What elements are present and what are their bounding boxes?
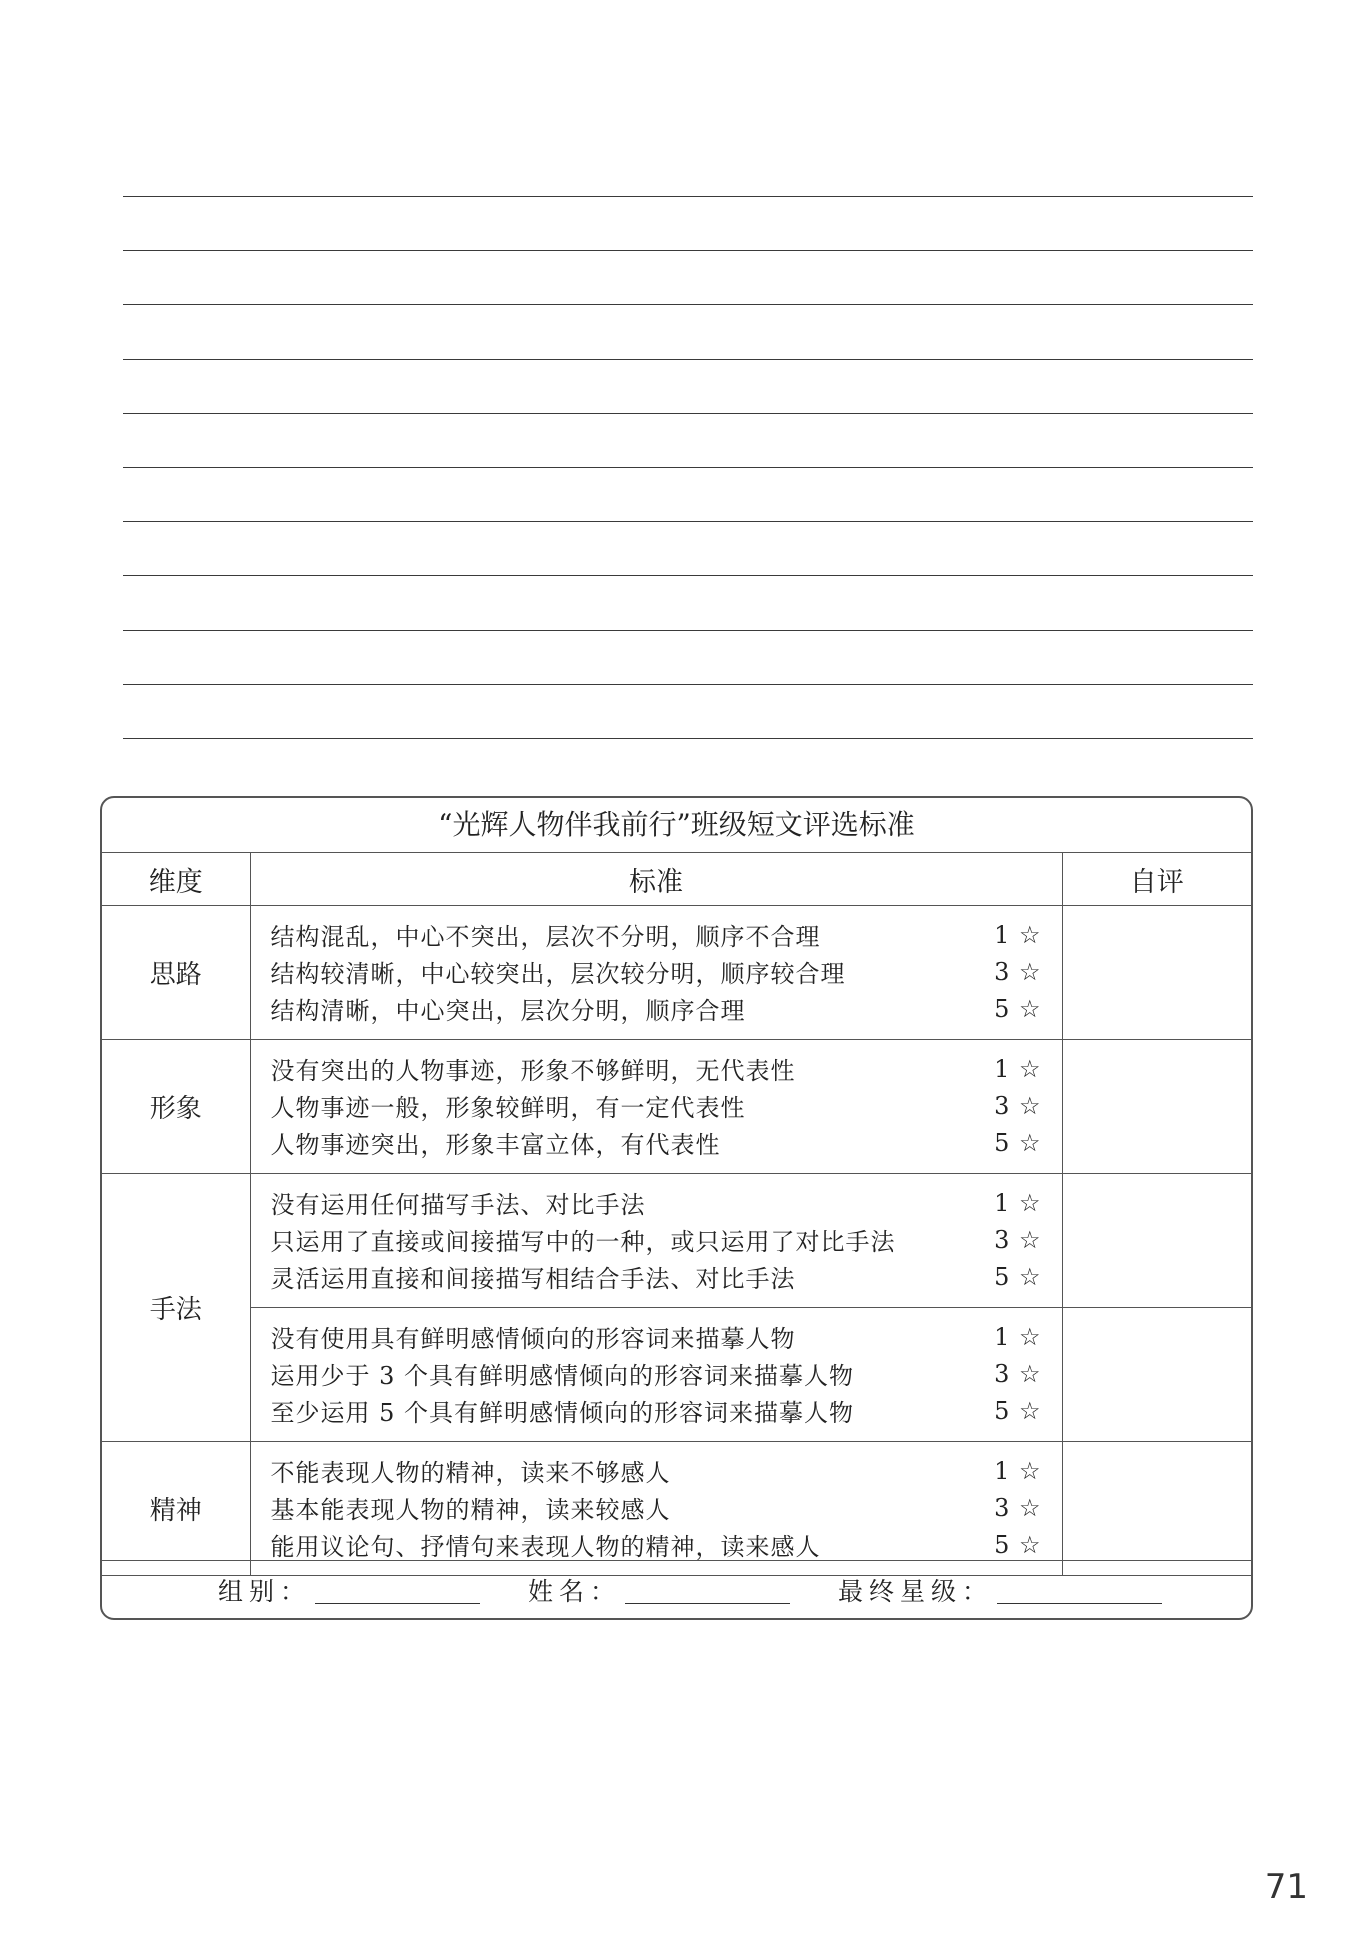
criteria-text: 基本能表现人物的精神，读来较感人 [270, 1496, 671, 1524]
writing-line[interactable] [123, 575, 1253, 576]
self-eval-cell[interactable] [1062, 1174, 1251, 1308]
writing-line[interactable] [123, 196, 1253, 197]
criteria-text: 人物事迹一般，形象较鲜明，有一定代表性 [270, 1094, 746, 1122]
writing-line[interactable] [123, 467, 1253, 468]
writing-line[interactable] [123, 684, 1253, 685]
star-score: 5 ☆ [994, 1262, 1042, 1291]
criteria-cell [250, 1442, 1062, 1576]
criteria-line [271, 1452, 1042, 1489]
writing-line[interactable] [123, 630, 1253, 631]
criteria-line [271, 1258, 1042, 1295]
header-self-eval: 自评 [1062, 853, 1251, 906]
criteria-line [271, 1355, 1042, 1392]
dimension-cell: 思路 [102, 906, 250, 1040]
name-blank[interactable] [625, 1603, 790, 1604]
star-score: 5 ☆ [994, 994, 1042, 1023]
criteria-text: 灵活运用直接和间接描写相结合手法、对比手法 [270, 1265, 796, 1293]
final-rating-label: 最终星级： [838, 1576, 994, 1606]
group-label: 组别： [218, 1576, 312, 1606]
writing-line[interactable] [123, 359, 1253, 360]
rubric-row [102, 1442, 1251, 1576]
criteria-line [271, 990, 1042, 1027]
rubric-row [102, 1308, 1251, 1442]
star-score: 1 ☆ [994, 1456, 1042, 1485]
self-eval-cell[interactable] [1062, 906, 1251, 1040]
rubric-title: “光辉人物伴我前行”班级短文评选标准 [102, 798, 1251, 853]
criteria-line [271, 1087, 1042, 1124]
criteria-group [271, 1308, 1042, 1441]
group-field [218, 1572, 480, 1608]
criteria-cell [250, 906, 1062, 1040]
rubric-table [102, 853, 1251, 1576]
writing-line[interactable] [123, 413, 1253, 414]
star-score: 5 ☆ [994, 1530, 1042, 1559]
star-score: 3 ☆ [994, 1359, 1042, 1388]
criteria-line [271, 1318, 1042, 1355]
criteria-text: 人物事迹突出，形象丰富立体，有代表性 [270, 1131, 721, 1159]
criteria-line [271, 1392, 1042, 1429]
criteria-line [271, 1124, 1042, 1161]
star-score: 1 ☆ [994, 1054, 1042, 1083]
final-rating-blank[interactable] [997, 1603, 1162, 1604]
star-score: 3 ☆ [994, 1225, 1042, 1254]
criteria-line [271, 1184, 1042, 1221]
criteria-text: 没有运用任何描写手法、对比手法 [270, 1191, 646, 1219]
criteria-cell [250, 1308, 1062, 1442]
rubric-footer [102, 1560, 1251, 1618]
criteria-group [271, 1040, 1042, 1173]
criteria-text: 没有突出的人物事迹，形象不够鲜明，无代表性 [270, 1057, 796, 1085]
rubric-row [102, 1040, 1251, 1174]
criteria-line [271, 1489, 1042, 1526]
self-eval-cell[interactable] [1062, 1040, 1251, 1174]
name-label: 姓名： [528, 1576, 622, 1606]
final-rating-field [838, 1572, 1162, 1608]
dimension-cell: 手法 [102, 1174, 250, 1442]
criteria-line [271, 1526, 1042, 1563]
criteria-text: 至少运用 5 个具有鲜明感情倾向的形容词来描摹人物 [270, 1399, 855, 1427]
star-score: 1 ☆ [994, 1188, 1042, 1217]
header-dimension: 维度 [102, 853, 250, 906]
criteria-text: 只运用了直接或间接描写中的一种，或只运用了对比手法 [270, 1228, 896, 1256]
criteria-cell [250, 1040, 1062, 1174]
writing-line[interactable] [123, 304, 1253, 305]
criteria-text: 能用议论句、抒情句来表现人物的精神，读来感人 [270, 1533, 821, 1561]
criteria-group [271, 1442, 1042, 1575]
criteria-group [271, 906, 1042, 1039]
criteria-line [271, 1050, 1042, 1087]
self-eval-cell[interactable] [1062, 1442, 1251, 1576]
criteria-group [271, 1174, 1042, 1307]
writing-line[interactable] [123, 521, 1253, 522]
criteria-line [271, 916, 1042, 953]
criteria-text: 不能表现人物的精神，读来不够感人 [270, 1459, 671, 1487]
star-score: 3 ☆ [994, 1091, 1042, 1120]
self-eval-cell[interactable] [1062, 1308, 1251, 1442]
star-score: 3 ☆ [994, 1493, 1042, 1522]
criteria-text: 结构混乱，中心不突出，层次不分明，顺序不合理 [270, 923, 821, 951]
star-score: 1 ☆ [994, 1322, 1042, 1351]
star-score: 3 ☆ [994, 957, 1042, 986]
dimension-cell: 形象 [102, 1040, 250, 1174]
criteria-text: 没有使用具有鲜明感情倾向的形容词来描摹人物 [270, 1325, 796, 1353]
header-criteria: 标准 [250, 853, 1062, 906]
writing-line[interactable] [123, 738, 1253, 739]
dimension-cell: 精神 [102, 1442, 250, 1576]
writing-line[interactable] [123, 250, 1253, 251]
criteria-cell [250, 1174, 1062, 1308]
group-blank[interactable] [315, 1603, 480, 1604]
criteria-text: 结构清晰，中心突出，层次分明，顺序合理 [270, 997, 746, 1025]
rubric-row [102, 1174, 1251, 1308]
header-row [102, 853, 1251, 906]
star-score: 5 ☆ [994, 1396, 1042, 1425]
criteria-text: 运用少于 3 个具有鲜明感情倾向的形容词来描摹人物 [270, 1362, 855, 1390]
star-score: 1 ☆ [994, 920, 1042, 949]
rubric-row [102, 906, 1251, 1040]
criteria-line [271, 953, 1042, 990]
star-score: 5 ☆ [994, 1128, 1042, 1157]
criteria-text: 结构较清晰，中心较突出，层次较分明，顺序较合理 [270, 960, 846, 988]
criteria-line [271, 1221, 1042, 1258]
rubric-box [100, 796, 1253, 1620]
name-field [528, 1572, 790, 1608]
page-number: 71 [1264, 1867, 1308, 1907]
